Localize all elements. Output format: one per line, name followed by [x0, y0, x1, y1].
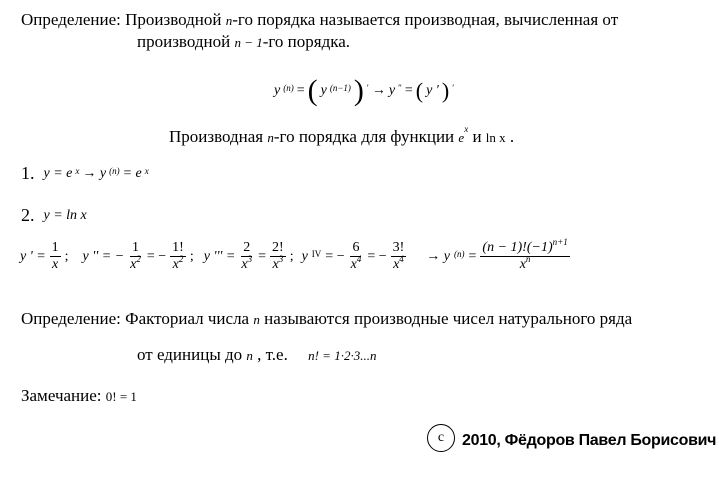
fraction-den: [270, 254, 285, 273]
math-n: n: [225, 13, 233, 28]
section-heading: [169, 124, 515, 146]
fraction-num: 6: [350, 240, 361, 257]
definition-text: от единицы до: [137, 345, 247, 364]
item-number: 2.: [21, 205, 35, 225]
fraction-den: [391, 254, 406, 273]
math-sup: x: [464, 124, 469, 134]
math-x: x: [241, 257, 248, 273]
math-sup: IV: [311, 248, 322, 259]
fraction: [480, 237, 569, 273]
math-prime: ′: [366, 83, 369, 93]
math-expr: y = ln x: [43, 207, 87, 223]
fraction: [349, 240, 364, 273]
math-ln: ln x: [485, 130, 506, 145]
heading-text: .: [505, 127, 515, 146]
math-eq: = −: [325, 248, 345, 264]
math-n-minus-1: n − 1: [234, 35, 263, 50]
fraction-den: [171, 254, 186, 273]
item-2: [21, 205, 87, 226]
math-sup: 4: [356, 254, 362, 265]
math-sup: 3: [278, 254, 284, 265]
math-y-prime: y ′: [426, 83, 439, 98]
math-eq: = −: [367, 248, 387, 264]
math-eq: =: [468, 248, 477, 264]
item-1: [21, 163, 149, 184]
math-sup: x: [75, 165, 80, 176]
definition-line-1: [21, 11, 618, 28]
author-credit: 2010, Фёдоров Павел Борисович: [462, 432, 717, 449]
fraction: [128, 240, 143, 273]
separator: ;: [189, 248, 194, 264]
math-n: n: [267, 130, 274, 145]
separator: ;: [289, 248, 294, 264]
fraction-num: 1: [50, 240, 61, 257]
math-x: x: [393, 257, 400, 273]
math-paren: ): [441, 78, 450, 103]
definition-text: -го порядка называется производная, вычисленная от: [232, 10, 619, 29]
math-e: e: [458, 130, 465, 145]
definition-text: производной: [137, 32, 235, 51]
heading-text: и: [468, 127, 486, 146]
fraction: [391, 240, 407, 273]
math-sup: (n): [283, 83, 294, 93]
definition-text: Определение: Факториал числа: [21, 309, 254, 328]
math-eq: = −: [146, 248, 167, 264]
math-x: x: [519, 257, 526, 273]
fraction-num: 3!: [391, 240, 407, 257]
fraction: [270, 240, 286, 273]
math-sup: 3: [247, 254, 253, 265]
fraction-den: [128, 254, 143, 273]
math-sup: 4: [399, 254, 404, 265]
note-label: Замечание:: [21, 386, 106, 405]
main-formula: [274, 76, 454, 106]
fraction-num: 1!: [170, 240, 186, 257]
math-sup: ″: [398, 83, 402, 93]
math-y: y: [274, 83, 281, 98]
fraction-num: 2!: [270, 240, 286, 257]
math-n: n: [246, 348, 253, 363]
math-expr: y ''' =: [203, 248, 236, 264]
math-eq: =: [404, 83, 413, 98]
math-sup: 2: [136, 254, 141, 265]
math-sup: x: [144, 165, 149, 176]
fraction-den: [349, 254, 364, 273]
math-expr: = e: [122, 165, 142, 181]
fraction: [50, 240, 61, 273]
math-prime: ′: [452, 83, 455, 93]
math-x: x: [272, 257, 279, 273]
definition-text: -го порядка.: [262, 32, 351, 51]
math-sup: (n): [454, 248, 465, 259]
math-y: y: [320, 83, 327, 98]
fraction: [170, 240, 186, 273]
fraction-den: x: [52, 257, 59, 273]
separator: ;: [64, 248, 69, 264]
arrow-icon: → y: [426, 248, 450, 264]
math-sup: n+1: [552, 237, 568, 247]
math-expr: y = e: [43, 165, 73, 181]
math-y: y: [301, 248, 308, 264]
arrow-icon: →: [371, 83, 386, 98]
math-paren: (: [415, 78, 424, 103]
math-eq: =: [296, 83, 305, 98]
math-paren: ): [353, 74, 364, 107]
math-x: x: [130, 257, 137, 273]
math-expr: (n − 1)!(−1): [482, 240, 553, 255]
fraction-num: 1: [130, 240, 141, 257]
math-expr: 0! = 1: [105, 389, 137, 404]
math-y: y: [388, 83, 396, 98]
fraction-den: [239, 254, 254, 273]
math-sup: n: [525, 254, 531, 265]
arrow-icon: → y: [82, 165, 107, 181]
fraction-num: 2: [241, 240, 252, 257]
item-number: 1.: [21, 163, 35, 183]
definition-2-line-2: [137, 346, 376, 363]
fraction-den: [518, 254, 533, 273]
math-x: x: [172, 257, 179, 273]
math-n: n: [253, 312, 260, 327]
derivatives-row: [20, 237, 570, 273]
math-sup: (n−1): [329, 83, 351, 93]
heading-text: -го порядка для функции: [273, 127, 459, 146]
math-factorial: n! = 1·2·3...n: [308, 348, 377, 363]
definition-text: называются производные чисел натурального ряда: [259, 309, 633, 328]
math-sup: (n): [109, 165, 120, 176]
math-sup: 2: [178, 254, 184, 265]
copyright-letter: c: [437, 430, 445, 445]
math-paren: (: [307, 74, 318, 107]
math-x: x: [350, 257, 357, 273]
math-eq: =: [258, 248, 267, 264]
definition-text: , т.е.: [252, 345, 288, 364]
definition-line-2: [137, 33, 350, 50]
definition-text: Определение: Производной: [21, 10, 226, 29]
math-expr: y ' =: [20, 248, 46, 264]
fraction: [239, 240, 254, 273]
math-expr: y '' = −: [82, 248, 125, 264]
note-line: [21, 387, 137, 404]
copyright-icon: [427, 424, 455, 452]
definition-2-line-1: [21, 310, 632, 327]
heading-text: Производная: [169, 127, 268, 146]
